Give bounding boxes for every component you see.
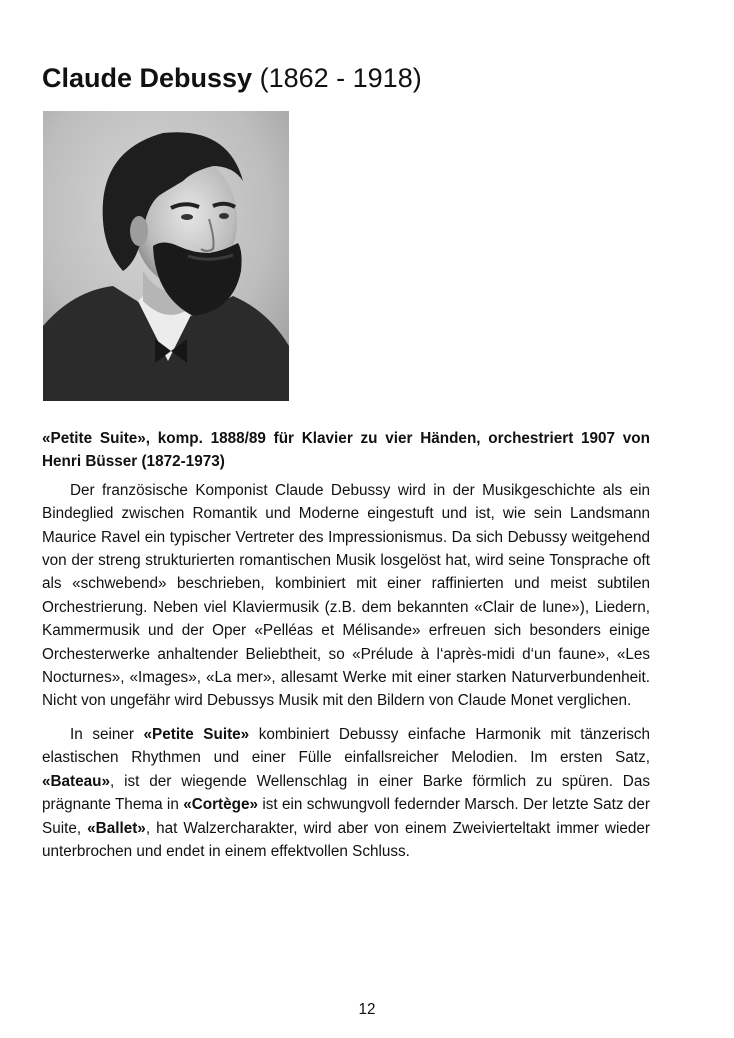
composer-name: Claude Debussy — [42, 63, 253, 93]
movement-title-cortege: «Cortège» — [183, 796, 258, 814]
text-run: , hat Walzercharakter, wird aber von einem Zweivierteltakt immer wieder unterbrochen und endet in einem effektvollen Schluss. — [42, 819, 650, 860]
text-run: , ist der wiegende Wellenschlag in einer Barke förmlich zu spüren. Das prägnante Thema in — [42, 772, 650, 814]
paragraph-petite-suite — [42, 723, 650, 863]
text-run: In seiner — [70, 725, 144, 743]
portrait-photo — [43, 111, 289, 401]
work-heading: «Petite Suite», komp. 1888/89 für Klavier zu vier Händen, orchestriert 1907 von Henri Büsser (1872-1973) — [42, 430, 650, 471]
composer-lifespan: (1862 - 1918) — [259, 63, 422, 93]
text-run: ist ein schwungvoll federnder Marsch. Der letzte Satz der Suite, — [42, 796, 650, 837]
article-body — [42, 427, 650, 873]
work-title-petite-suite: «Petite Suite» — [143, 725, 250, 743]
text-run: kombiniert Debussy einfache Harmonik mit tänzerisch elastischen Rhythmen und einer Fülle einfallsreicher Melodien. Im ersten Satz, — [42, 725, 651, 767]
movement-title-ballet: «Ballet» — [87, 819, 146, 837]
page-title — [42, 60, 422, 96]
movement-title-bateau: «Bateau» — [42, 772, 111, 790]
composer-portrait — [43, 111, 289, 401]
page-number: 12 — [358, 1001, 376, 1018]
paragraph-biography: Der französische Komponist Claude Debussy wird in der Musikgeschichte als ein Bindeglied zwischen Romantik und Moderne eingestuft und ist, wie sein Landsmann Maurice Ravel ein typischer Vertreter des Impressionismus. Da sich Debussy weitgehend von der streng strukturierten romantischen Musik losgelöst hat, wird seine Tonsprache oft als «schwebend» beschrieben, kombiniert mit einer raffinierten und meist subtilen Orchestrierung. Neben viel Klaviermusik (z.B. dem bekannten «Clair de lune»), Liedern, Kammermusik und der Oper «Pelléas et Mélisande» erfreuen sich besonders einige Orchesterwerke anhaltender Beliebtheit, so «Prélude à l‘après-midi d‘un faune», «Les Nocturnes», «Images», «La mer», allesamt Werke mit einer starken Naturverbundenheit. Nicht von ungefähr wird Debussys Musik mit den Bildern von Claude Monet verglichen. — [42, 481, 650, 710]
